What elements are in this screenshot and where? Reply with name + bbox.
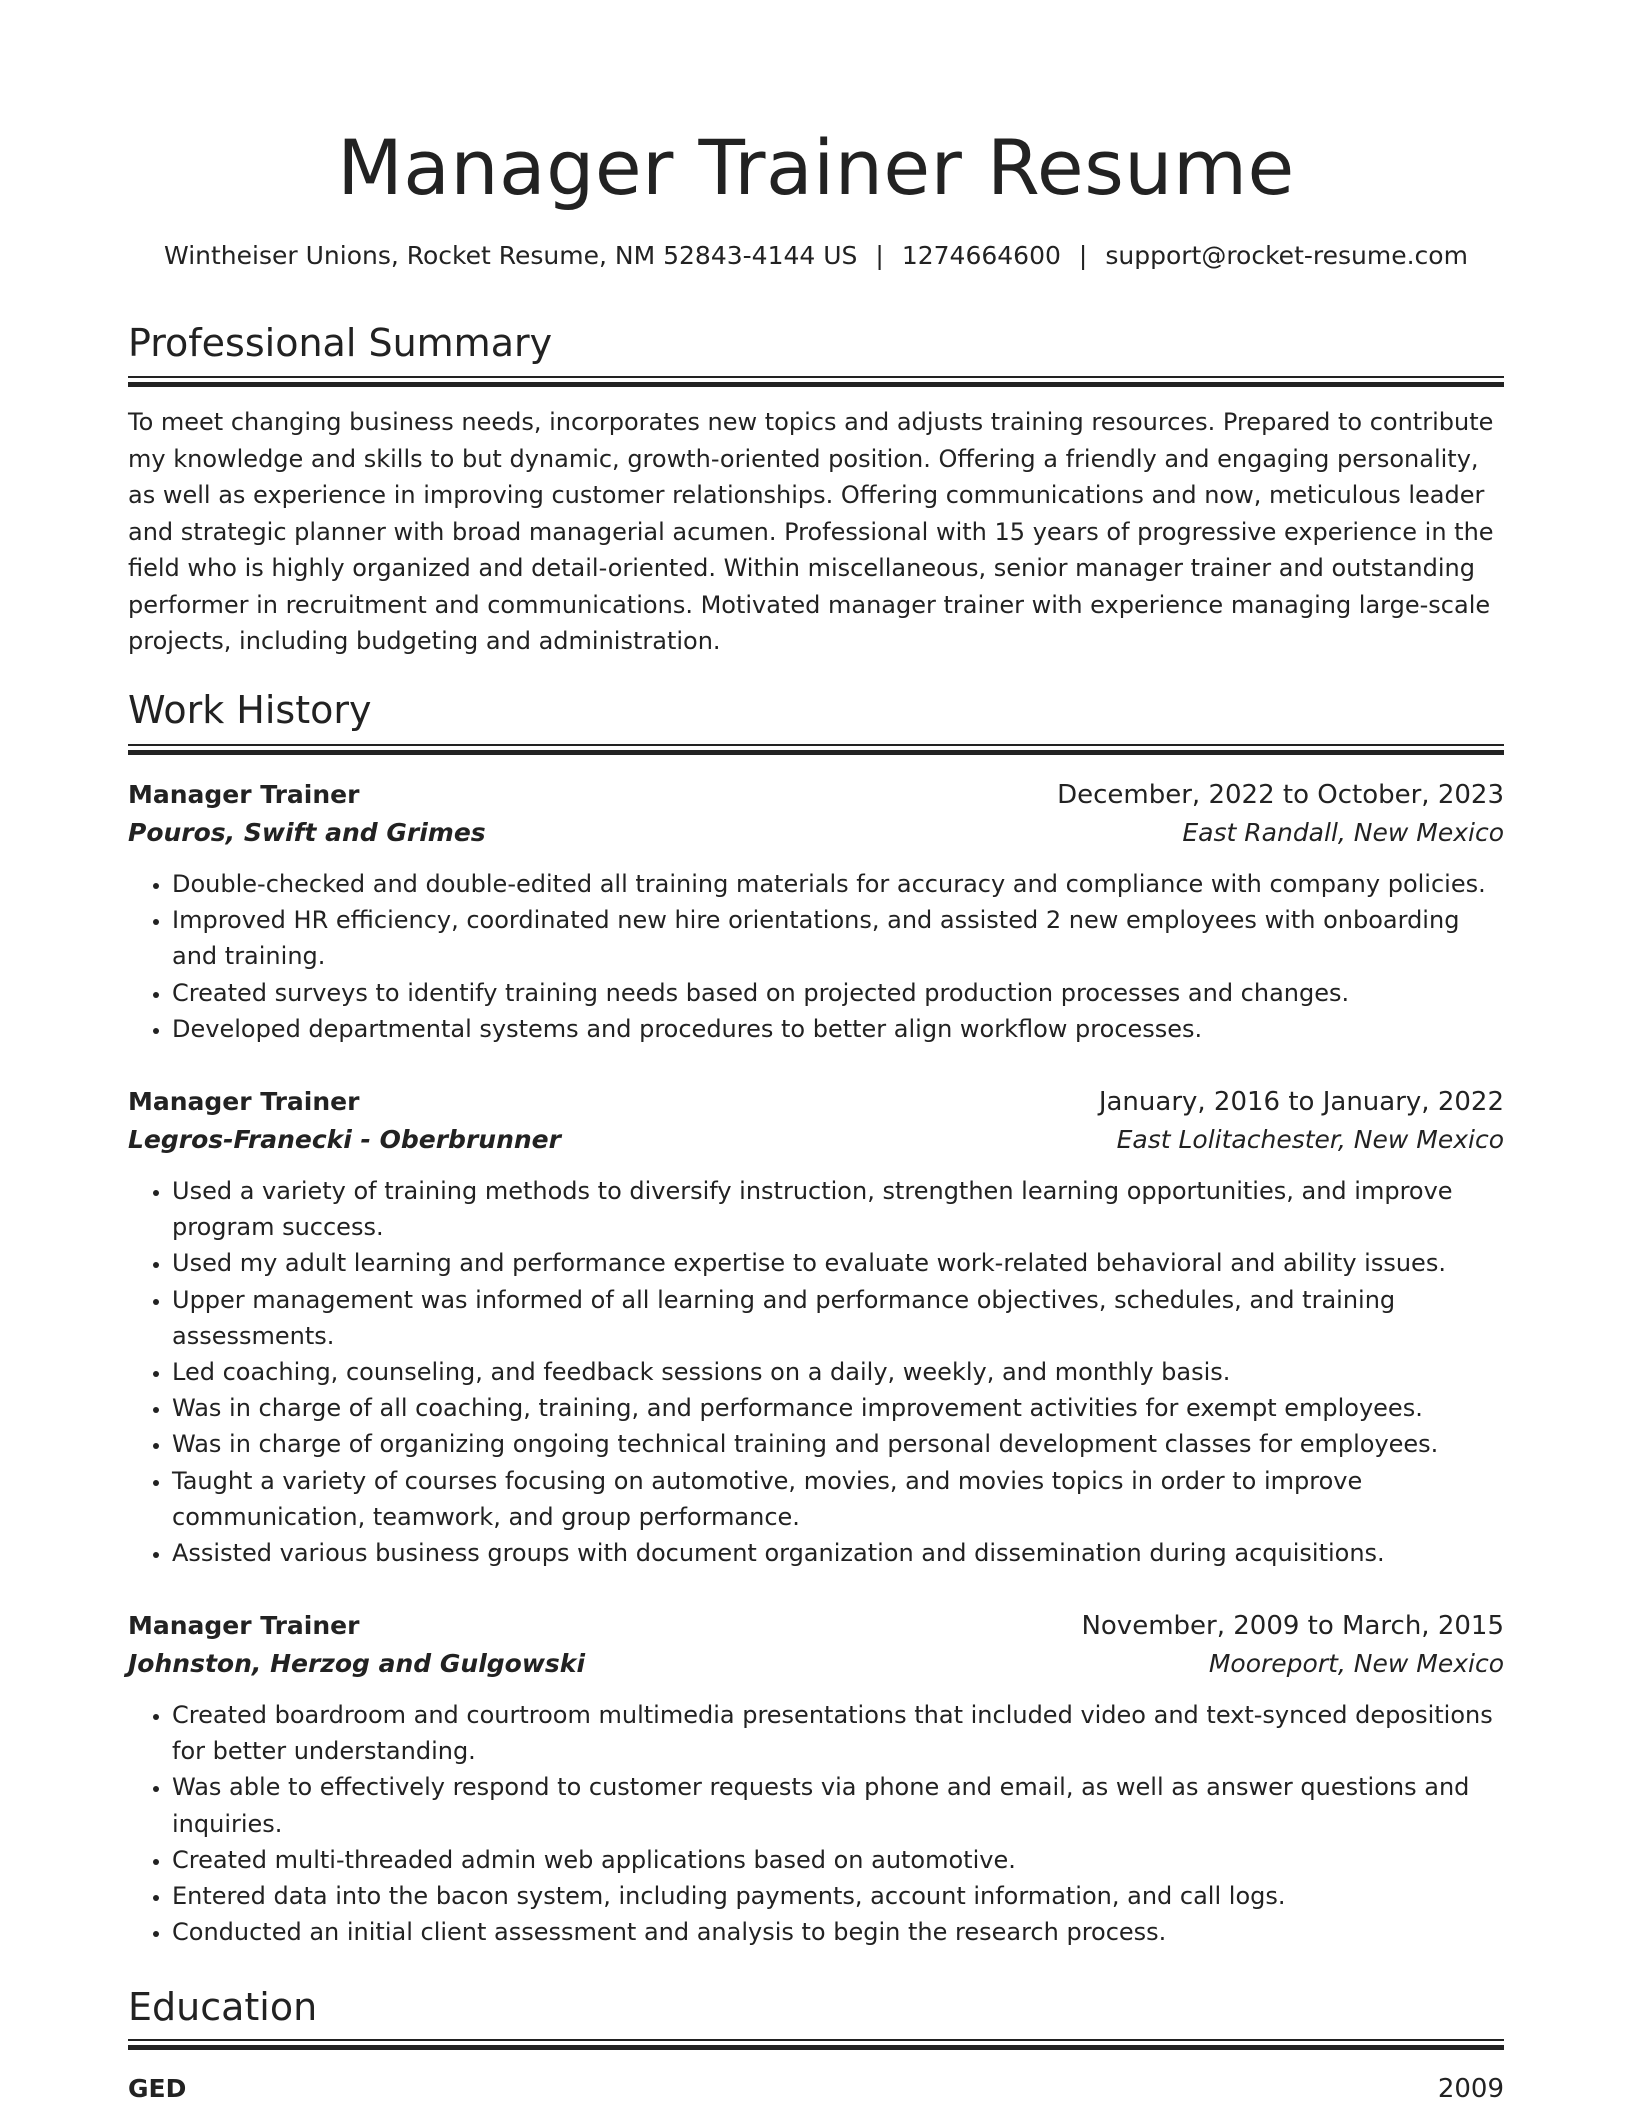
- education-degree: GED: [128, 2074, 187, 2103]
- job-location: East Lolitachester, New Mexico: [1116, 1125, 1504, 1154]
- job-dates: December, 2022 to October, 2023: [1057, 780, 1504, 810]
- job-dates: January, 2016 to January, 2022: [1098, 1087, 1504, 1117]
- resume-title: Manager Trainer Resume: [337, 123, 1295, 212]
- job-bullet: • Used a variety of training methods to diversify instruction, strengthen learning opportunities, and improve program success.: [172, 1173, 1504, 1245]
- summary-heading: Professional Summary: [128, 321, 553, 365]
- job-bullet: • Created surveys to identify training needs based on projected production processes and changes.: [172, 975, 1504, 1011]
- contact-separator: |: [1078, 241, 1088, 270]
- work-history-heading: Work History: [128, 688, 372, 732]
- summary-divider: [128, 376, 1504, 387]
- job-bullet: • Created multi-threaded admin web applications based on automotive.: [172, 1842, 1504, 1878]
- work-history-divider: [128, 744, 1504, 755]
- job-bullet: • Led coaching, counseling, and feedback sessions on a daily, weekly, and monthly basis.: [172, 1354, 1504, 1390]
- job-entry: [128, 776, 1504, 1047]
- summary-text: To meet changing business needs, incorporates new topics and adjusts training resources. Prepared to contribute my knowledge and skills to but dynamic, growth-oriented position. Offering a friendly and engaging personality, as well as experience in improving customer relationships. Offering communications and now, meticulous leader and strategic planner with broad managerial acumen. Professional with 15 years of progressive experience in the field who is highly organized and detail-oriented. Within miscellaneous, senior manager trainer and outstanding performer in recruitment and communications. Motivated manager trainer with experience managing large-scale projects, including budgeting and administration.: [128, 408, 1494, 655]
- contact-separator: |: [875, 241, 884, 270]
- job-entry: [128, 1083, 1504, 1571]
- contact-phone: 1274664600: [901, 241, 1061, 270]
- contact-address: Wintheiser Unions, Rocket Resume, NM 52843-4144 US: [164, 241, 858, 270]
- job-title: Manager Trainer: [128, 1087, 360, 1116]
- job-company: Legros-Franecki - Oberbrunner: [128, 1125, 561, 1154]
- job-bullet: • Double-checked and double-edited all training materials for accuracy and compliance with company policies.: [172, 866, 1504, 902]
- job-bullet: • Improved HR efficiency, coordinated new hire orientations, and assisted 2 new employees with onboarding and training.: [172, 902, 1504, 974]
- job-bullet: • Upper management was informed of all learning and performance objectives, schedules, and training assessments.: [172, 1282, 1504, 1354]
- education-divider: [128, 2039, 1504, 2050]
- job-location: East Randall, New Mexico: [1182, 818, 1504, 847]
- job-bullet: • Used my adult learning and performance expertise to evaluate work-related behavioral and ability issues.: [172, 1245, 1504, 1281]
- job-bullet-list: [128, 1697, 1504, 1950]
- job-bullet: • Was in charge of organizing ongoing technical training and personal development classes for employees.: [172, 1426, 1504, 1462]
- job-company: Pouros, Swift and Grimes: [128, 818, 486, 847]
- job-bullet: • Entered data into the bacon system, including payments, account information, and call logs.: [172, 1878, 1504, 1914]
- job-bullet: • Conducted an initial client assessment and analysis to begin the research process.: [172, 1914, 1504, 1950]
- job-bullet: • Created boardroom and courtroom multimedia presentations that included video and text-synced depositions for better understanding.: [172, 1697, 1504, 1769]
- job-location: Mooreport, New Mexico: [1208, 1649, 1504, 1678]
- job-bullet-list: [128, 866, 1504, 1047]
- contact-line: [128, 238, 1504, 274]
- job-title: Manager Trainer: [128, 1611, 360, 1640]
- education-year: 2009: [1437, 2074, 1504, 2104]
- contact-email: support@rocket-resume.com: [1105, 241, 1468, 270]
- job-bullet: • Assisted various business groups with document organization and dissemination during acquisitions.: [172, 1535, 1504, 1571]
- job-bullet-list: [128, 1173, 1504, 1571]
- job-company: Johnston, Herzog and Gulgowski: [128, 1649, 586, 1678]
- job-dates: November, 2009 to March, 2015: [1081, 1611, 1504, 1641]
- education-entry: [128, 2070, 1504, 2108]
- job-bullet: • Was in charge of all coaching, training, and performance improvement activities for exempt employees.: [172, 1390, 1504, 1426]
- job-bullet: • Developed departmental systems and procedures to better align workflow processes.: [172, 1011, 1504, 1047]
- job-bullet: • Taught a variety of courses focusing on automotive, movies, and movies topics in order to improve communication, teamwork, and group performance.: [172, 1463, 1504, 1535]
- education-heading: Education: [128, 1985, 318, 2029]
- job-title: Manager Trainer: [128, 780, 360, 809]
- job-bullet: • Was able to effectively respond to customer requests via phone and email, as well as answer questions and inquiries.: [172, 1769, 1504, 1841]
- job-entry: [128, 1607, 1504, 1950]
